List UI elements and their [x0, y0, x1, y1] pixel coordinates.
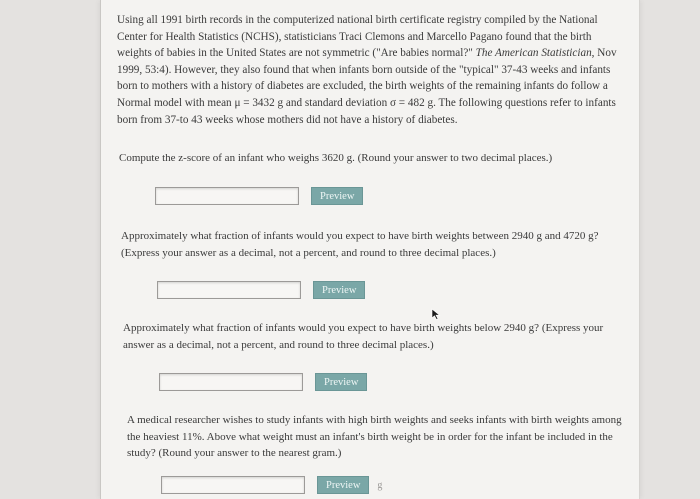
question-3-preview-button[interactable]: Preview [315, 373, 367, 391]
question-2-answer-input[interactable] [157, 281, 301, 299]
question-3-answer-row [159, 373, 367, 391]
question-4-preview-button[interactable]: Preview [317, 476, 369, 494]
question-4-answer-row [161, 476, 382, 494]
intro-text-end: , Nov 1999, 53:4). However, they also found that when infants born outside of the "typical" 37-43 weeks and infants born to mothers with a history of diabetes are excluded, the birth weights of the remaining infants do follow a Normal model with mean μ = 3432 g and standard deviation σ = 482 g. The following questions refer to infants born from 37-to 43 weeks whose mothers did not have a history of diabetes. [117, 47, 617, 126]
question-1-preview-button[interactable]: Preview [311, 187, 363, 205]
question-1-answer-row [155, 187, 363, 205]
question-3-answer-input[interactable] [159, 373, 303, 391]
question-3-text: Approximately what fraction of infants would you expect to have birth weights below 2940 g? (Express your answer as a decimal, not a percent, and round to three decimal places.) [123, 322, 604, 351]
question-4-answer-input[interactable] [161, 476, 305, 494]
question-1-text: Compute the z-score of an infant who weighs 3620 g. (Round your answer to two decimal places.) [119, 152, 553, 164]
intro-text-start: Using all 1991 birth records in the computerized national birth certificate registry compiled by the National Center for Health Statistics (NCHS), statisticians Traci Clemons and Marcello Pagano found that the birth weights of babies in the United States are not symmetric ("Are babies normal?" [117, 14, 598, 60]
question-2-preview-button[interactable]: Preview [313, 281, 365, 299]
journal-title: The American Statistician [475, 47, 592, 60]
problem-intro [117, 12, 627, 128]
question-2-text: Approximately what fraction of infants would you expect to have birth weights between 2940 g and 4720 g? (Express your answer as a decimal, not a percent, and round to three decimal places.) [121, 230, 599, 259]
question-1-answer-input[interactable] [155, 187, 299, 205]
question-4-unit: g [377, 479, 383, 491]
problem-page [100, 0, 640, 499]
mouse-pointer-icon [431, 308, 441, 320]
question-2-answer-row [157, 281, 365, 299]
question-4-text: A medical researcher wishes to study infants with high birth weights and seeks infants with birth weights among the heaviest 11%. Above what weight must an infant's birth weight be in order for the infant be included in the study? (Round your answer to the nearest gram.) [127, 414, 622, 459]
